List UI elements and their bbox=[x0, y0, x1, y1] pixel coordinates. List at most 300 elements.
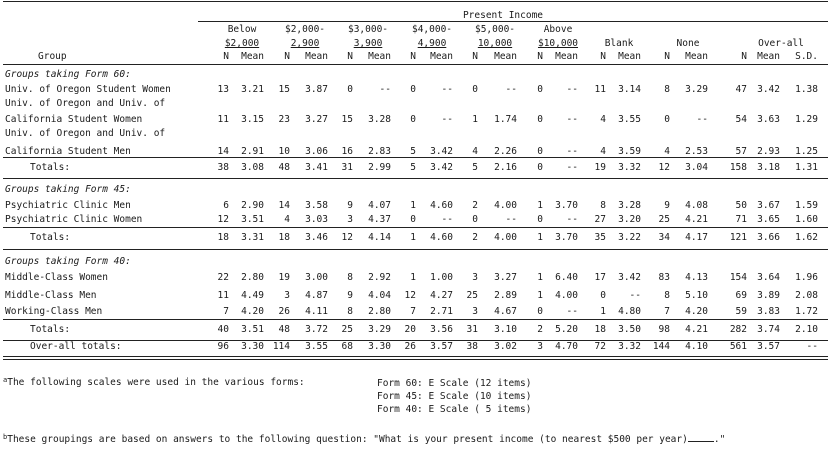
n-cell: 16 bbox=[341, 146, 353, 157]
row-label: Psychiatric Clinic Men bbox=[5, 200, 131, 211]
mean-cell: 3.27 bbox=[305, 114, 328, 125]
mean-cell: 5.10 bbox=[685, 290, 708, 301]
n-cell: 11 bbox=[217, 114, 229, 125]
mean-cell: 3.55 bbox=[618, 114, 641, 125]
mean-cell: 4.60 bbox=[430, 200, 453, 211]
n-cell: 1 bbox=[537, 290, 543, 301]
mean-cell: 3.64 bbox=[757, 272, 780, 283]
form-scale-item: Form 45: E Scale (10 items) bbox=[377, 391, 532, 402]
sd-cell: 1.72 bbox=[795, 306, 818, 317]
footnote-a-marker: a bbox=[3, 376, 8, 384]
mean-cell: 3.08 bbox=[241, 162, 264, 173]
mean-cell: 3.22 bbox=[618, 232, 641, 243]
column-heading-line2: 10,000 bbox=[477, 38, 513, 49]
mean-heading: Mean bbox=[555, 51, 578, 62]
mean-cell: 4.37 bbox=[368, 214, 391, 225]
mean-cell: 2.80 bbox=[368, 306, 391, 317]
totals-label: Totals: bbox=[30, 324, 71, 335]
n-cell: 54 bbox=[735, 114, 747, 125]
totals-rule bbox=[3, 319, 828, 320]
n-cell: 8 bbox=[664, 290, 670, 301]
n-cell: 144 bbox=[652, 341, 670, 352]
totals-rule bbox=[3, 227, 828, 228]
n-cell: 13 bbox=[217, 84, 229, 95]
sd-cell: 1.62 bbox=[795, 232, 818, 243]
mean-cell: 4.49 bbox=[241, 290, 264, 301]
n-cell: 25 bbox=[466, 290, 478, 301]
mean-cell: 3.70 bbox=[555, 232, 578, 243]
n-cell: 96 bbox=[217, 341, 229, 352]
mean-cell: 3.31 bbox=[241, 232, 264, 243]
mean-cell: 3.70 bbox=[555, 200, 578, 211]
n-cell: 26 bbox=[278, 306, 290, 317]
n-cell: 0 bbox=[537, 146, 543, 157]
mean-cell: 2.80 bbox=[241, 272, 264, 283]
column-heading-line2: None bbox=[676, 38, 700, 49]
totals-label: Totals: bbox=[30, 232, 71, 243]
row-label: Univ. of Oregon and Univ. of bbox=[5, 128, 166, 139]
n-cell: 121 bbox=[729, 232, 747, 243]
mean-cell: 3.72 bbox=[305, 324, 328, 335]
n-cell: 3 bbox=[284, 290, 290, 301]
column-heading-line2: 2,900 bbox=[290, 38, 320, 49]
n-cell: 0 bbox=[537, 114, 543, 125]
mean-cell: 3.18 bbox=[757, 162, 780, 173]
sd-cell: 1.29 bbox=[795, 114, 818, 125]
mean-cell: 3.74 bbox=[757, 324, 780, 335]
n-cell: 8 bbox=[600, 200, 606, 211]
n-cell: 23 bbox=[278, 114, 290, 125]
n-cell: 59 bbox=[735, 306, 747, 317]
n-cell: 18 bbox=[278, 232, 290, 243]
n-cell: 114 bbox=[272, 341, 290, 352]
n-cell: 1 bbox=[600, 306, 606, 317]
mean-cell: 2.26 bbox=[494, 146, 517, 157]
n-cell: 11 bbox=[217, 290, 229, 301]
column-heading-line2: 4,900 bbox=[417, 38, 447, 49]
mean-cell: 4.20 bbox=[241, 306, 264, 317]
n-heading: N bbox=[537, 51, 543, 62]
mean-cell: 3.30 bbox=[368, 341, 391, 352]
n-cell: 98 bbox=[658, 324, 670, 335]
mean-cell: 4.13 bbox=[685, 272, 708, 283]
n-cell: 0 bbox=[410, 214, 416, 225]
mean-cell: 4.20 bbox=[685, 306, 708, 317]
n-cell: 4 bbox=[284, 214, 290, 225]
n-cell: 71 bbox=[735, 214, 747, 225]
n-cell: 0 bbox=[537, 162, 543, 173]
mean-cell: -- bbox=[441, 84, 453, 95]
n-cell: 0 bbox=[410, 114, 416, 125]
n-cell: 48 bbox=[278, 162, 290, 173]
row-label: Univ. of Oregon Student Women bbox=[5, 84, 171, 95]
n-cell: 8 bbox=[347, 306, 353, 317]
n-cell: 2 bbox=[472, 232, 478, 243]
mean-cell: 3.63 bbox=[757, 114, 780, 125]
n-cell: 0 bbox=[537, 214, 543, 225]
mean-cell: -- bbox=[566, 84, 578, 95]
n-cell: 40 bbox=[217, 324, 229, 335]
mean-heading: Mean bbox=[368, 51, 391, 62]
n-cell: 48 bbox=[278, 324, 290, 335]
n-cell: 9 bbox=[664, 200, 670, 211]
mean-cell: 3.29 bbox=[368, 324, 391, 335]
mean-heading: Mean bbox=[305, 51, 328, 62]
header-bottom-rule bbox=[3, 64, 828, 65]
n-cell: 69 bbox=[735, 290, 747, 301]
n-cell: 0 bbox=[600, 290, 606, 301]
n-cell: 19 bbox=[278, 272, 290, 283]
row-label: Middle-Class Men bbox=[5, 290, 97, 301]
sd-cell: 2.08 bbox=[795, 290, 818, 301]
column-heading-line1: $3,000- bbox=[347, 24, 389, 35]
column-heading-line2: $2,000 bbox=[224, 38, 260, 49]
sd-cell: 1.59 bbox=[795, 200, 818, 211]
n-cell: 4 bbox=[600, 146, 606, 157]
n-cell: 9 bbox=[347, 200, 353, 211]
mean-cell: -- bbox=[566, 214, 578, 225]
mean-cell: 3.59 bbox=[618, 146, 641, 157]
sd-cell: 1.25 bbox=[795, 146, 818, 157]
n-cell: 8 bbox=[664, 84, 670, 95]
mean-cell: 3.56 bbox=[430, 324, 453, 335]
sd-cell: 2.10 bbox=[795, 324, 818, 335]
n-cell: 83 bbox=[658, 272, 670, 283]
n-cell: 1 bbox=[410, 232, 416, 243]
n-cell: 20 bbox=[404, 324, 416, 335]
column-heading-line2: Blank bbox=[604, 38, 634, 49]
mean-cell: -- bbox=[379, 84, 391, 95]
n-cell: 0 bbox=[472, 84, 478, 95]
n-cell: 3 bbox=[347, 214, 353, 225]
footnote-a-text: The following scales were used in the various forms: bbox=[7, 377, 305, 388]
n-cell: 3 bbox=[472, 272, 478, 283]
n-cell: 7 bbox=[664, 306, 670, 317]
n-cell: 35 bbox=[594, 232, 606, 243]
mean-cell: 3.51 bbox=[241, 324, 264, 335]
mean-cell: 3.15 bbox=[241, 114, 264, 125]
mean-cell: 3.42 bbox=[757, 84, 780, 95]
section-bottom-rule bbox=[3, 178, 828, 179]
n-cell: 11 bbox=[594, 84, 606, 95]
footnote-b-text: These groupings are based on answers to the following question: "What is your present income (to nearest $500 per year) bbox=[7, 434, 688, 445]
mean-cell: -- bbox=[505, 214, 517, 225]
mean-cell: 4.27 bbox=[430, 290, 453, 301]
n-cell: 26 bbox=[404, 341, 416, 352]
mean-cell: 4.60 bbox=[430, 232, 453, 243]
mean-cell: 3.27 bbox=[494, 272, 517, 283]
n-cell: 0 bbox=[537, 84, 543, 95]
footnote-b-marker: b bbox=[3, 433, 8, 441]
mean-cell: 3.58 bbox=[305, 200, 328, 211]
mean-cell: 4.87 bbox=[305, 290, 328, 301]
row-label: Psychiatric Clinic Women bbox=[5, 214, 143, 225]
mean-cell: 3.28 bbox=[368, 114, 391, 125]
mean-cell: 4.04 bbox=[368, 290, 391, 301]
n-cell: 12 bbox=[658, 162, 670, 173]
mean-cell: 4.80 bbox=[618, 306, 641, 317]
n-cell: 5 bbox=[472, 162, 478, 173]
footnote-b-end: ." bbox=[713, 434, 726, 445]
mean-cell: 3.32 bbox=[618, 341, 641, 352]
n-heading: N bbox=[284, 51, 290, 62]
mean-cell: 3.57 bbox=[430, 341, 453, 352]
n-cell: 3 bbox=[537, 341, 543, 352]
mean-cell: 5.20 bbox=[555, 324, 578, 335]
n-cell: 17 bbox=[594, 272, 606, 283]
mean-cell: 3.42 bbox=[618, 272, 641, 283]
mean-cell: -- bbox=[441, 214, 453, 225]
mean-cell: 3.02 bbox=[494, 341, 517, 352]
mean-cell: 2.16 bbox=[494, 162, 517, 173]
n-heading: N bbox=[741, 51, 747, 62]
answer-blank-line bbox=[688, 433, 714, 442]
n-cell: 5 bbox=[410, 162, 416, 173]
present-income-rule bbox=[198, 21, 828, 22]
sd-cell: -- bbox=[806, 341, 818, 352]
n-cell: 12 bbox=[217, 214, 229, 225]
section-title: Groups taking Form 40: bbox=[5, 256, 131, 267]
mean-cell: 4.17 bbox=[685, 232, 708, 243]
n-heading: N bbox=[410, 51, 416, 62]
n-cell: 31 bbox=[341, 162, 353, 173]
mean-heading: Mean bbox=[241, 51, 264, 62]
n-cell: 2 bbox=[537, 324, 543, 335]
mean-heading: Mean bbox=[685, 51, 708, 62]
section-title: Groups taking Form 45: bbox=[5, 184, 131, 195]
mean-cell: 3.50 bbox=[618, 324, 641, 335]
mean-cell: 3.87 bbox=[305, 84, 328, 95]
n-cell: 2 bbox=[472, 200, 478, 211]
mean-cell: -- bbox=[566, 114, 578, 125]
n-cell: 47 bbox=[735, 84, 747, 95]
n-cell: 38 bbox=[466, 341, 478, 352]
n-cell: 0 bbox=[664, 114, 670, 125]
mean-cell: 3.06 bbox=[305, 146, 328, 157]
n-cell: 31 bbox=[466, 324, 478, 335]
mean-cell: 3.83 bbox=[757, 306, 780, 317]
column-heading-line1: Below bbox=[227, 24, 257, 35]
mean-cell: 3.51 bbox=[241, 214, 264, 225]
n-heading: N bbox=[223, 51, 229, 62]
footnote-a bbox=[3, 375, 305, 388]
mean-cell: 4.21 bbox=[685, 324, 708, 335]
section-bottom-rule bbox=[3, 249, 828, 250]
n-cell: 15 bbox=[278, 84, 290, 95]
mean-cell: 3.57 bbox=[757, 341, 780, 352]
mean-cell: 4.00 bbox=[494, 200, 517, 211]
overall-totals-label: Over-all totals: bbox=[30, 341, 122, 352]
column-heading-line1: $5,000- bbox=[474, 24, 516, 35]
sd-cell: 1.31 bbox=[795, 162, 818, 173]
n-cell: 50 bbox=[735, 200, 747, 211]
n-cell: 25 bbox=[658, 214, 670, 225]
n-cell: 158 bbox=[729, 162, 747, 173]
mean-cell: 3.42 bbox=[430, 162, 453, 173]
mean-cell: 4.08 bbox=[685, 200, 708, 211]
n-cell: 4 bbox=[472, 146, 478, 157]
group-heading: Group bbox=[38, 51, 67, 62]
n-cell: 4 bbox=[600, 114, 606, 125]
n-heading: N bbox=[347, 51, 353, 62]
n-cell: 0 bbox=[537, 306, 543, 317]
n-heading: N bbox=[472, 51, 478, 62]
mean-cell: 3.89 bbox=[757, 290, 780, 301]
mean-cell: 4.14 bbox=[368, 232, 391, 243]
mean-cell: 3.66 bbox=[757, 232, 780, 243]
mean-cell: 4.70 bbox=[555, 341, 578, 352]
n-cell: 72 bbox=[594, 341, 606, 352]
mean-cell: 4.00 bbox=[494, 232, 517, 243]
n-cell: 1 bbox=[537, 232, 543, 243]
mean-cell: 2.93 bbox=[757, 146, 780, 157]
mean-cell: 4.11 bbox=[305, 306, 328, 317]
mean-cell: 2.99 bbox=[368, 162, 391, 173]
column-heading-line1: $4,000- bbox=[411, 24, 453, 35]
n-heading: N bbox=[600, 51, 606, 62]
mean-cell: -- bbox=[505, 84, 517, 95]
mean-cell: 3.20 bbox=[618, 214, 641, 225]
footnote-b bbox=[3, 432, 725, 445]
mean-cell: 6.40 bbox=[555, 272, 578, 283]
mean-cell: 3.46 bbox=[305, 232, 328, 243]
row-label: Working-Class Men bbox=[5, 306, 103, 317]
mean-cell: 3.30 bbox=[241, 341, 264, 352]
n-cell: 1 bbox=[410, 200, 416, 211]
n-cell: 4 bbox=[664, 146, 670, 157]
mean-heading: Mean bbox=[757, 51, 780, 62]
row-label: California Student Women bbox=[5, 114, 143, 125]
table-bottom-rule-double bbox=[3, 359, 828, 360]
n-cell: 19 bbox=[594, 162, 606, 173]
n-cell: 1 bbox=[410, 272, 416, 283]
totals-label: Totals: bbox=[30, 162, 71, 173]
n-cell: 1 bbox=[537, 200, 543, 211]
mean-cell: 2.53 bbox=[685, 146, 708, 157]
n-cell: 34 bbox=[658, 232, 670, 243]
n-cell: 5 bbox=[410, 146, 416, 157]
n-cell: 1 bbox=[472, 114, 478, 125]
row-label: Middle-Class Women bbox=[5, 272, 108, 283]
form-scale-item: Form 60: E Scale (12 items) bbox=[377, 378, 532, 389]
n-cell: 0 bbox=[410, 84, 416, 95]
row-label: Univ. of Oregon and Univ. of bbox=[5, 98, 166, 109]
mean-cell: 1.00 bbox=[430, 272, 453, 283]
mean-cell: 3.41 bbox=[305, 162, 328, 173]
mean-cell: 3.32 bbox=[618, 162, 641, 173]
n-cell: 15 bbox=[341, 114, 353, 125]
section-title: Groups taking Form 60: bbox=[5, 69, 131, 80]
mean-cell: 3.10 bbox=[494, 324, 517, 335]
mean-cell: 4.10 bbox=[685, 341, 708, 352]
mean-cell: -- bbox=[696, 114, 708, 125]
mean-cell: 1.74 bbox=[494, 114, 517, 125]
mean-cell: 2.71 bbox=[430, 306, 453, 317]
column-heading-line2: 3,900 bbox=[353, 38, 383, 49]
mean-cell: -- bbox=[566, 306, 578, 317]
n-cell: 1 bbox=[537, 272, 543, 283]
n-cell: 10 bbox=[278, 146, 290, 157]
present-income-heading: Present Income bbox=[462, 10, 544, 21]
sd-cell: 1.38 bbox=[795, 84, 818, 95]
sd-cell: 1.96 bbox=[795, 272, 818, 283]
mean-cell: 2.83 bbox=[368, 146, 391, 157]
n-cell: 6 bbox=[223, 200, 229, 211]
mean-cell: 4.00 bbox=[555, 290, 578, 301]
mean-cell: 3.14 bbox=[618, 84, 641, 95]
row-label: California Student Men bbox=[5, 146, 131, 157]
mean-cell: 4.67 bbox=[494, 306, 517, 317]
mean-cell: -- bbox=[566, 146, 578, 157]
table-bottom-rule bbox=[3, 356, 828, 357]
n-cell: 9 bbox=[347, 290, 353, 301]
n-cell: 8 bbox=[347, 272, 353, 283]
n-cell: 561 bbox=[729, 341, 747, 352]
n-cell: 38 bbox=[217, 162, 229, 173]
mean-cell: 3.04 bbox=[685, 162, 708, 173]
n-cell: 22 bbox=[217, 272, 229, 283]
n-cell: 25 bbox=[341, 324, 353, 335]
mean-cell: -- bbox=[629, 290, 641, 301]
n-cell: 14 bbox=[278, 200, 290, 211]
column-heading-line2: $10,000 bbox=[537, 38, 579, 49]
n-cell: 0 bbox=[472, 214, 478, 225]
n-cell: 68 bbox=[341, 341, 353, 352]
n-cell: 27 bbox=[594, 214, 606, 225]
mean-cell: 3.65 bbox=[757, 214, 780, 225]
n-cell: 3 bbox=[472, 306, 478, 317]
mean-heading: Mean bbox=[430, 51, 453, 62]
n-cell: 14 bbox=[217, 146, 229, 157]
mean-cell: 3.67 bbox=[757, 200, 780, 211]
column-heading-line1: Above bbox=[543, 24, 573, 35]
mean-cell: 2.91 bbox=[241, 146, 264, 157]
n-cell: 154 bbox=[729, 272, 747, 283]
mean-cell: 3.42 bbox=[430, 146, 453, 157]
n-heading: N bbox=[664, 51, 670, 62]
mean-cell: 2.92 bbox=[368, 272, 391, 283]
n-cell: 12 bbox=[341, 232, 353, 243]
column-heading-line2: Over-all bbox=[758, 38, 804, 49]
mean-cell: 4.07 bbox=[368, 200, 391, 211]
sd-cell: 1.60 bbox=[795, 214, 818, 225]
mean-cell: 3.55 bbox=[305, 341, 328, 352]
form-scale-item: Form 40: E Scale ( 5 items) bbox=[377, 404, 532, 415]
n-cell: 12 bbox=[404, 290, 416, 301]
mean-cell: 2.90 bbox=[241, 200, 264, 211]
sd-heading: S.D. bbox=[795, 51, 818, 62]
mean-cell: 3.28 bbox=[618, 200, 641, 211]
table-top-rule bbox=[3, 1, 828, 2]
mean-cell: 3.29 bbox=[685, 84, 708, 95]
column-heading-line1: $2,000- bbox=[284, 24, 326, 35]
n-cell: 282 bbox=[729, 324, 747, 335]
mean-cell: 3.03 bbox=[305, 214, 328, 225]
n-cell: 18 bbox=[217, 232, 229, 243]
n-cell: 57 bbox=[735, 146, 747, 157]
n-cell: 18 bbox=[594, 324, 606, 335]
mean-cell: 2.89 bbox=[494, 290, 517, 301]
mean-heading: Mean bbox=[618, 51, 641, 62]
mean-cell: 3.21 bbox=[241, 84, 264, 95]
n-cell: 7 bbox=[223, 306, 229, 317]
n-cell: 0 bbox=[347, 84, 353, 95]
mean-cell: -- bbox=[441, 114, 453, 125]
totals-rule bbox=[3, 157, 828, 158]
mean-cell: 3.00 bbox=[305, 272, 328, 283]
mean-cell: 4.21 bbox=[685, 214, 708, 225]
mean-cell: -- bbox=[566, 162, 578, 173]
